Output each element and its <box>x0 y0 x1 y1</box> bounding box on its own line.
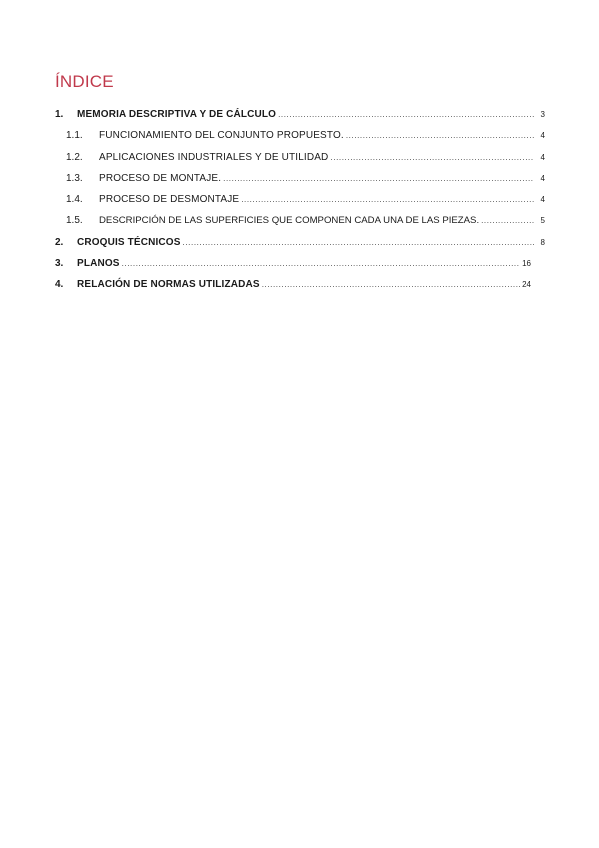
toc-dot-leader <box>330 150 534 166</box>
toc-entry-page: 24 <box>522 280 531 290</box>
toc-entry-number: 1.2. <box>66 151 83 163</box>
toc-dot-leader <box>183 235 534 251</box>
toc-entry[interactable] <box>55 256 531 277</box>
toc-entry-number: 4. <box>55 279 64 291</box>
toc-entry-label: CROQUIS TÉCNICOS <box>77 236 181 248</box>
toc-entry[interactable] <box>55 192 545 213</box>
toc-entry-label: PROCESO DE DESMONTAJE <box>99 194 240 206</box>
toc-entry-number: 2. <box>55 236 64 248</box>
toc-entry-number: 3. <box>55 258 64 270</box>
toc-entry[interactable] <box>55 171 545 192</box>
toc-entry-label: MEMORIA DESCRIPTIVA Y DE CÁLCULO <box>77 109 277 120</box>
toc-entry[interactable] <box>55 277 531 298</box>
toc-dot-leader <box>481 213 534 229</box>
toc-entry[interactable] <box>55 235 545 256</box>
toc-entry-number: 1.5. <box>66 215 83 227</box>
toc-dot-leader <box>223 171 534 187</box>
toc-dot-leader <box>278 107 534 123</box>
index-title: ÍNDICE <box>55 72 114 91</box>
toc-entry-label: PROCESO DE MONTAJE. <box>99 172 222 184</box>
toc-entry-label: DESCRIPCIÓN DE LAS SUPERFICIES QUE COMPONEN CADA UNA DE LAS PIEZAS. <box>99 215 480 227</box>
toc-entry-page: 3 <box>540 110 545 119</box>
toc-entry-label: PLANOS <box>77 258 120 270</box>
toc-entry-number: 1. <box>55 109 64 120</box>
toc-entry-label: FUNCIONAMIENTO DEL CONJUNTO PROPUESTO. <box>99 130 344 142</box>
toc-dot-leader <box>241 192 534 208</box>
toc-entry-page: 4 <box>540 195 545 205</box>
toc-entry[interactable] <box>55 150 545 171</box>
toc-entry-page: 4 <box>540 131 545 141</box>
toc-entry[interactable] <box>55 213 545 234</box>
toc-entry-label: RELACIÓN DE NORMAS UTILIZADAS <box>77 279 260 291</box>
toc-entry[interactable] <box>55 107 545 128</box>
toc-entry-page: 4 <box>540 173 545 183</box>
toc-entry-page: 4 <box>540 152 545 162</box>
toc-entry-label: APLICACIONES INDUSTRIALES Y DE UTILIDAD <box>99 151 329 163</box>
toc-entry-page: 5 <box>540 216 545 226</box>
toc-dot-leader <box>122 256 520 272</box>
toc-dot-leader <box>262 277 520 293</box>
table-of-contents <box>55 107 545 299</box>
toc-entry-number: 1.1. <box>66 130 83 142</box>
toc-entry-number: 1.4. <box>66 194 83 206</box>
toc-dot-leader <box>346 128 534 144</box>
toc-entry-page: 8 <box>540 237 545 247</box>
toc-entry-number: 1.3. <box>66 172 83 184</box>
toc-entry-page: 16 <box>522 259 531 269</box>
toc-entry[interactable] <box>55 128 545 149</box>
